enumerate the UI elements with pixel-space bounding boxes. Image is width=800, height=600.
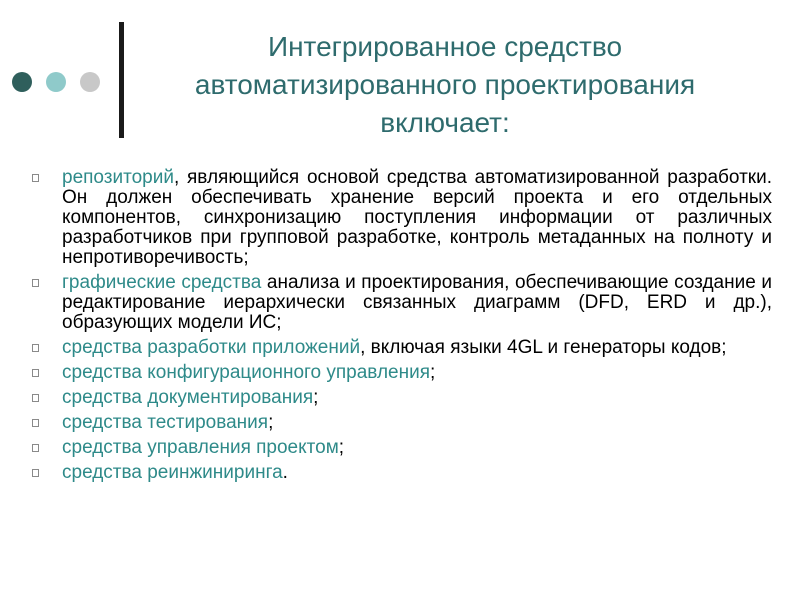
list-item [32, 273, 772, 333]
item-highlight: средства реинжиниринга [62, 462, 283, 483]
item-highlight: средства конфигурационного управления [62, 362, 431, 383]
item-text: ; [313, 387, 319, 408]
dot-dark [12, 72, 32, 92]
item-text: , включая языки 4GL и генераторы кодов; [360, 337, 727, 358]
bullet-icon [32, 369, 39, 377]
slide-title [145, 28, 745, 142]
dot-light-teal [46, 72, 66, 92]
title-line: автоматизированного проектирования [194, 69, 696, 100]
bullet-list [32, 168, 772, 488]
item-text: ; [338, 437, 345, 458]
list-item [32, 338, 772, 358]
decorative-dots [12, 72, 100, 92]
title-line: Интегрированное средство [267, 31, 623, 62]
title-divider [119, 22, 124, 138]
bullet-icon [32, 419, 39, 427]
title-line: включает: [380, 107, 510, 138]
bullet-icon [32, 279, 39, 287]
item-text: ; [430, 362, 436, 383]
list-item [32, 463, 772, 483]
bullet-icon [32, 444, 39, 452]
list-item [32, 388, 772, 408]
item-highlight: средства документирования [62, 387, 314, 408]
bullet-icon [32, 344, 39, 352]
item-text: . [282, 462, 288, 483]
item-text: , являющийся основой средства автоматизированной разработки. Он должен обеспечивать хранение версий проекта и его отдельных компонентов, синхронизацию поступления информации от различных разработчиков при групповой разработке, контроль метаданных на полноту и непротиворечивость; [62, 167, 772, 268]
item-text: анализа и проектирования, обеспечивающие создание и редактирование иерархически связанных диаграмм (DFD, ERD и др.), образующих модели ИС; [62, 272, 772, 333]
list-item [32, 413, 772, 433]
dot-gray [80, 72, 100, 92]
list-item [32, 363, 772, 383]
item-highlight: репозиторий [62, 167, 174, 188]
list-item [32, 438, 772, 458]
list-item [32, 168, 772, 268]
bullet-icon [32, 469, 39, 477]
bullet-icon [32, 174, 39, 182]
item-highlight: графические средства [62, 272, 262, 293]
item-highlight: средства разработки приложений [62, 337, 361, 358]
item-highlight: средства тестирования [62, 412, 269, 433]
item-text: ; [268, 412, 274, 433]
item-highlight: средства управления проектом [62, 437, 339, 458]
bullet-icon [32, 394, 39, 402]
